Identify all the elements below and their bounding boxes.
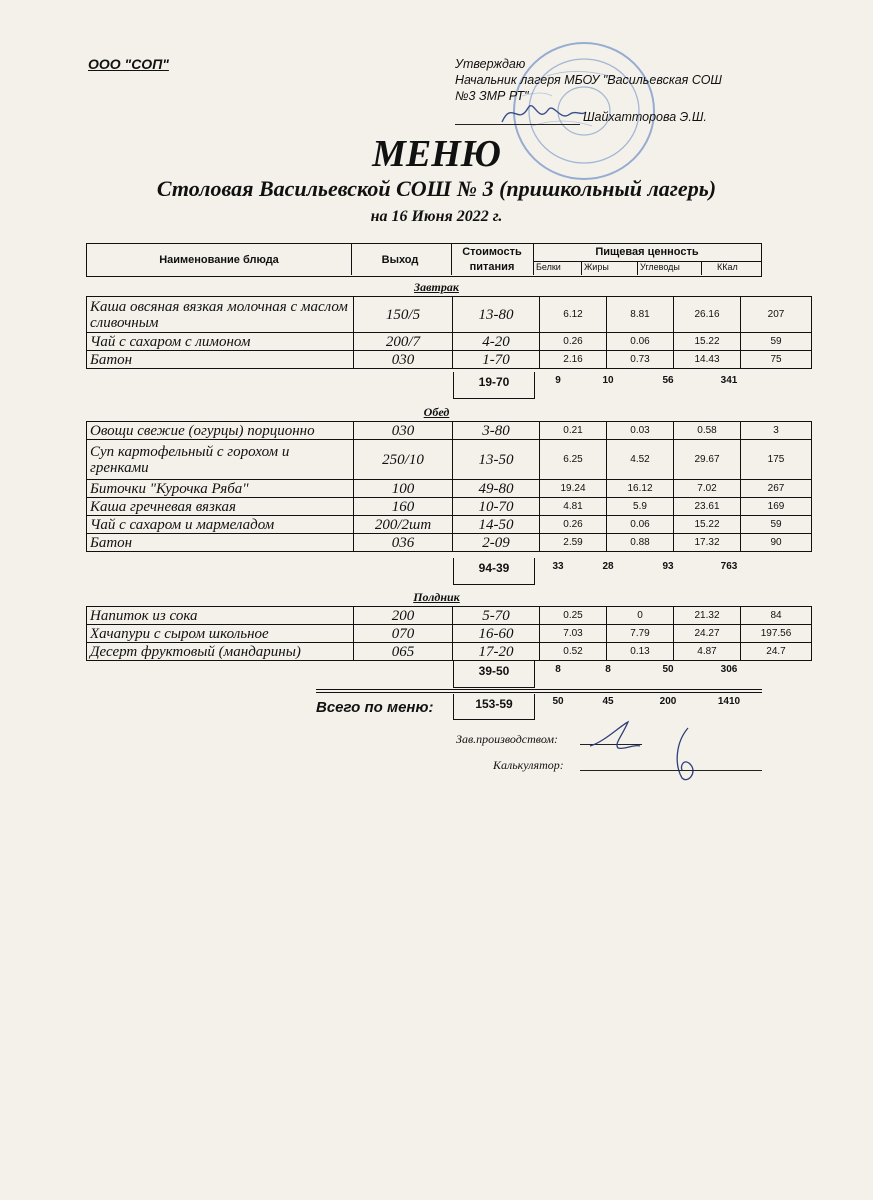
dish-carbs: 17.32 xyxy=(674,534,741,552)
dish-fat: 0.06 xyxy=(607,516,674,534)
table-row xyxy=(87,333,812,351)
dish-carbs: 26.16 xyxy=(674,297,741,333)
approver-name: Шайхатторова Э.Ш. xyxy=(583,110,707,124)
lunch-total-kcal: 763 xyxy=(720,561,738,572)
dish-carbs: 4.87 xyxy=(674,643,741,661)
grand-total-kcal: 1410 xyxy=(717,696,741,707)
organization-name: ООО "СОП" xyxy=(88,56,169,72)
lunch-total-fat: 28 xyxy=(602,561,614,572)
dish-name: Напиток из сока xyxy=(87,607,354,625)
table-row xyxy=(87,643,812,661)
dish-fat: 7.79 xyxy=(607,625,674,643)
grand-total-fat: 45 xyxy=(602,696,614,707)
dish-output: 200 xyxy=(354,607,453,625)
dish-carbs: 7.02 xyxy=(674,480,741,498)
table-row xyxy=(87,607,812,625)
dish-cost: 1-70 xyxy=(453,351,540,369)
calculator-label: Калькулятор: xyxy=(493,758,564,772)
dish-protein: 6.12 xyxy=(540,297,607,333)
section-title-breakfast: Завтрак xyxy=(414,280,459,294)
grand-total-carbs: 200 xyxy=(659,696,677,707)
dish-protein: 4.81 xyxy=(540,498,607,516)
dish-name: Каша овсяная вязкая молочная с маслом сливочным xyxy=(87,297,354,333)
breakfast-table xyxy=(86,296,812,369)
dish-protein: 0.26 xyxy=(540,516,607,534)
dish-carbs: 0.58 xyxy=(674,422,741,440)
approval-line-1: Утверждаю xyxy=(455,57,526,71)
dish-kcal: 75 xyxy=(741,351,812,369)
dish-kcal: 59 xyxy=(741,516,812,534)
dish-protein: 2.59 xyxy=(540,534,607,552)
dish-kcal: 175 xyxy=(741,440,812,480)
menu-date: на 16 Июня 2022 г. xyxy=(370,208,503,225)
dish-output: 100 xyxy=(354,480,453,498)
dish-name: Каша гречневая вязкая xyxy=(87,498,354,516)
grand-total-protein: 50 xyxy=(552,696,564,707)
table-row xyxy=(87,351,812,369)
dish-output: 030 xyxy=(354,422,453,440)
dish-fat: 0.03 xyxy=(607,422,674,440)
dish-name: Хачапури с сыром школьное xyxy=(87,625,354,643)
table-row xyxy=(87,625,812,643)
dish-protein: 7.03 xyxy=(540,625,607,643)
dish-cost: 13-50 xyxy=(453,440,540,480)
dish-protein: 0.26 xyxy=(540,333,607,351)
production-signature xyxy=(584,718,714,788)
lunch-table xyxy=(86,421,812,552)
dish-cost: 5-70 xyxy=(453,607,540,625)
production-manager-label: Зав.производством: xyxy=(456,732,559,746)
col-name-header: Наименование блюда xyxy=(159,254,279,266)
dish-fat: 0.06 xyxy=(607,333,674,351)
section-title-lunch: Обед xyxy=(423,405,450,419)
dish-protein: 2.16 xyxy=(540,351,607,369)
col-output-header: Выход xyxy=(381,254,419,266)
section-title-snack: Полдник xyxy=(413,590,460,604)
breakfast-total-protein: 9 xyxy=(555,375,561,386)
dish-kcal: 59 xyxy=(741,333,812,351)
grand-total-divider xyxy=(316,689,762,690)
dish-fat: 5.9 xyxy=(607,498,674,516)
col-fat-header: Жиры xyxy=(584,262,609,272)
dish-name: Биточки "Курочка Ряба" xyxy=(87,480,354,498)
table-row xyxy=(87,440,812,480)
dish-kcal: 84 xyxy=(741,607,812,625)
dish-name: Батон xyxy=(87,351,354,369)
approval-block xyxy=(455,56,722,104)
lunch-total-protein: 33 xyxy=(552,561,564,572)
dish-cost: 4-20 xyxy=(453,333,540,351)
col-kcal-header: ККал xyxy=(717,262,738,272)
dish-carbs: 23.61 xyxy=(674,498,741,516)
dish-fat: 0 xyxy=(607,607,674,625)
table-row xyxy=(87,480,812,498)
dish-fat: 0.13 xyxy=(607,643,674,661)
dish-output: 160 xyxy=(354,498,453,516)
table-row xyxy=(87,297,812,333)
dish-output: 200/7 xyxy=(354,333,453,351)
dish-kcal: 24.7 xyxy=(741,643,812,661)
lunch-total-cost: 94-39 xyxy=(453,558,535,585)
dish-fat: 8.81 xyxy=(607,297,674,333)
dish-cost: 3-80 xyxy=(453,422,540,440)
dish-cost: 10-70 xyxy=(453,498,540,516)
dish-cost: 49-80 xyxy=(453,480,540,498)
approval-signature-line xyxy=(455,124,580,125)
dish-name: Чай с сахаром и мармеладом xyxy=(87,516,354,534)
dish-protein: 0.52 xyxy=(540,643,607,661)
dish-carbs: 24.27 xyxy=(674,625,741,643)
approval-line-3: №3 ЗМР РТ" xyxy=(455,89,529,103)
snack-table xyxy=(86,606,812,661)
dish-name: Чай с сахаром с лимоном xyxy=(87,333,354,351)
breakfast-total-carbs: 56 xyxy=(662,375,674,386)
snack-total-carbs: 50 xyxy=(662,664,674,675)
lunch-total-carbs: 93 xyxy=(662,561,674,572)
dish-carbs: 21.32 xyxy=(674,607,741,625)
dish-kcal: 197.56 xyxy=(741,625,812,643)
dish-output: 150/5 xyxy=(354,297,453,333)
table-row xyxy=(87,422,812,440)
dish-carbs: 15.22 xyxy=(674,516,741,534)
dish-kcal: 3 xyxy=(741,422,812,440)
dish-output: 250/10 xyxy=(354,440,453,480)
dish-name: Суп картофельный с горохом и гренками xyxy=(87,440,354,480)
breakfast-total-cost: 19-70 xyxy=(453,372,535,399)
dish-kcal: 207 xyxy=(741,297,812,333)
dish-carbs: 14.43 xyxy=(674,351,741,369)
dish-cost: 2-09 xyxy=(453,534,540,552)
grand-total-label: Всего по меню: xyxy=(316,699,434,716)
col-protein-header: Белки xyxy=(536,262,561,272)
dish-output: 036 xyxy=(354,534,453,552)
dish-fat: 0.73 xyxy=(607,351,674,369)
dish-protein: 0.21 xyxy=(540,422,607,440)
snack-total-protein: 8 xyxy=(555,664,561,675)
dish-output: 030 xyxy=(354,351,453,369)
dish-protein: 0.25 xyxy=(540,607,607,625)
dish-kcal: 169 xyxy=(741,498,812,516)
grand-total-cost: 153-59 xyxy=(453,694,535,720)
dish-cost: 17-20 xyxy=(453,643,540,661)
dish-output: 065 xyxy=(354,643,453,661)
snack-total-cost: 39-50 xyxy=(453,661,535,688)
col-cost-header-2: питания xyxy=(469,261,515,273)
table-row xyxy=(87,498,812,516)
dish-fat: 4.52 xyxy=(607,440,674,480)
dish-cost: 13-80 xyxy=(453,297,540,333)
dish-fat: 0.88 xyxy=(607,534,674,552)
dish-protein: 19.24 xyxy=(540,480,607,498)
dish-fat: 16.12 xyxy=(607,480,674,498)
table-header xyxy=(86,243,762,277)
dish-name: Батон xyxy=(87,534,354,552)
dish-output: 070 xyxy=(354,625,453,643)
page-subtitle: Столовая Васильевской СОШ № 3 (пришкольный лагерь) xyxy=(156,176,717,201)
dish-kcal: 267 xyxy=(741,480,812,498)
approval-line-2: Начальник лагеря МБОУ "Васильевская СОШ xyxy=(455,73,722,87)
col-cost-header-1: Стоимость xyxy=(462,246,522,258)
dish-carbs: 29.67 xyxy=(674,440,741,480)
snack-total-kcal: 306 xyxy=(720,664,738,675)
calculator-signature-line xyxy=(580,770,762,771)
breakfast-total-fat: 10 xyxy=(602,375,614,386)
dish-carbs: 15.22 xyxy=(674,333,741,351)
snack-total-fat: 8 xyxy=(605,664,611,675)
breakfast-total-kcal: 341 xyxy=(720,375,738,386)
dish-cost: 16-60 xyxy=(453,625,540,643)
dish-output: 200/2шт xyxy=(354,516,453,534)
grand-total-divider-2 xyxy=(316,692,762,693)
col-carbs-header: Углеводы xyxy=(640,262,680,272)
page-title: МЕНЮ xyxy=(372,133,501,175)
dish-protein: 6.25 xyxy=(540,440,607,480)
dish-cost: 14-50 xyxy=(453,516,540,534)
dish-name: Десерт фруктовый (мандарины) xyxy=(87,643,354,661)
dish-kcal: 90 xyxy=(741,534,812,552)
dish-name: Овощи свежие (огурцы) порционно xyxy=(87,422,354,440)
table-row xyxy=(87,516,812,534)
table-row xyxy=(87,534,812,552)
col-nutrition-header: Пищевая ценность xyxy=(595,246,699,258)
